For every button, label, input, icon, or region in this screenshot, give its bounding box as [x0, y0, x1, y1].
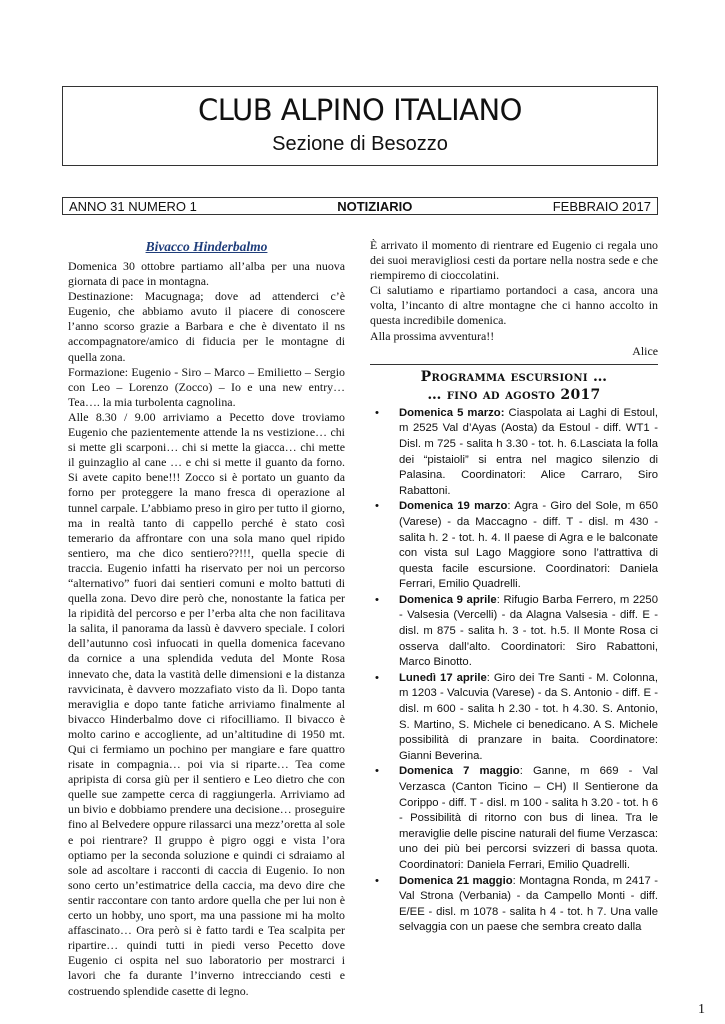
article-author: Alice — [632, 343, 658, 358]
excursion-item — [370, 874, 658, 936]
issue-date: FEBBRAIO 2017 — [552, 198, 651, 214]
masthead — [62, 86, 658, 166]
issue-bar — [62, 197, 658, 215]
excursion-text: : Rifugio Barba Ferrero, m 2250 - Valsesia (Vercelli) - da Alagna Valsesia - diff. E - disl. m 875 - salita h. 3 - tot. h.5. Il Monte Rosa ci osserva dall’alto. Coordinatori: Siro Rabattoni, Marco Binotto. — [399, 593, 658, 669]
article-paragraph: Ci salutiamo e ripartiamo portandoci a casa, ancora una volta, l’incanto di altre montagne che ci hanno accolto in questa incredibile domenica. — [370, 283, 658, 328]
excursion-text: : Montagna Ronda, m 2417 - Val Strona (Verbania) - da Campello Monti - diff. E/EE - disl. m 1078 - salita h 4 - tot. h 7. Una valle selvaggia con un paese che sembra creato dalla — [399, 874, 658, 934]
bullet-icon: • — [375, 671, 379, 684]
article-column-left — [68, 238, 345, 999]
excursion-date: Domenica 9 aprile — [399, 593, 497, 606]
program-title: Programma escursioni … — [420, 368, 608, 385]
excursion-list — [370, 406, 658, 936]
excursion-text: Ciaspolata ai Laghi di Estoul, m 2525 Val d’Ayas (Aosta) da Estoul - diff. WT1 - Disl. m 725 - salita h 3.30 - tot. h. 6.Lasciata la folla dei “pistaioli” si entra nel magico silenzio di Palasina. Coordinatori: Alice Carraro, Siro Rabattoni. — [399, 406, 658, 497]
bullet-icon: • — [375, 765, 379, 778]
article-title: Bivacco Hinderbalmo — [145, 239, 268, 254]
excursion-date: Domenica 19 marzo — [399, 500, 508, 513]
bullet-icon: • — [375, 593, 379, 606]
issue-number: ANNO 31 NUMERO 1 — [69, 198, 197, 214]
section-subtitle: Sezione di Besozzo — [272, 133, 448, 155]
article-paragraph: Formazione: Eugenio - Siro – Marco – Emilietto – Sergio con Leo – Lorenzo (Zocco) – Io e una new entry… Tea…. la mia turbolenta cagnolina. — [68, 364, 345, 409]
page-number: 1 — [698, 1002, 705, 1017]
club-title: CLUB ALPINO ITALIANO — [198, 93, 522, 127]
excursion-item — [370, 499, 658, 593]
excursion-text: : Ganne, m 669 - Val Verzasca (Canton Ticino – CH) Il Sentierone da Corippo - diff. T - disl. m 100 - salita h 3.20 - tot. h 6 - Possibilità di ritorno con bus di linea. Tra le meraviglie delle piscine naturali del fiume Verzasca: uno dei più bei percorsi svizzeri di bassa quota. Coordinatori: Daniela Ferrari, Emilio Quadrelli. — [399, 765, 658, 871]
bullet-icon: • — [375, 406, 379, 419]
excursion-date: Lunedì 17 aprile — [399, 671, 487, 684]
program-subtitle: … fino ad agosto 2017 — [427, 386, 601, 403]
excursion-item — [370, 671, 658, 765]
article-column-right — [370, 238, 658, 936]
excursion-text: : Agra - Giro del Sole, m 650 (Varese) - da Maccagno - diff. T - disl. m 430 - salita h. 2 - tot. h. 4. Il paese di Agra e le balconate con vista sul Lago Maggiore sono l’attrattiva di questa facile escursione. Coordinatori: Daniela Ferrari, Emilio Quadrelli. — [399, 500, 658, 591]
article-paragraph: Alla prossima avventura!! — [370, 328, 495, 343]
article-paragraph: È arrivato il momento di rientrare ed Eugenio ci regala uno dei suoi meravigliosi cesti da portare nella nostra sede e che riempiremo di cioccolatini. — [370, 238, 658, 283]
article-paragraph: Domenica 30 ottobre partiamo all’alba per una nuova giornata di pace in montagna. — [68, 259, 345, 289]
excursion-item — [370, 764, 658, 873]
excursion-text: : Giro dei Tre Santi - M. Colonna, m 1203 - Valcuvia (Varese) - da S. Antonio - diff. E - disl. m 600 - salita h 2.30 - tot. h 4.30. S. Antonio, S. Martino, S. Michele ci benedicano. A S. Michele possibilità di pranzare in baita. Coordinatore: Gianni Beverina. — [399, 671, 658, 762]
newsletter-name: NOTIZIARIO — [337, 198, 413, 214]
article-paragraph: Destinazione: Macugnaga; dove ad attenderci c’è Eugenio, che abbiamo avuto il piacere di conoscere l’anno scorso grazie a Barbara e che è diventato il ns accompagnatore/amico di fiducia per le montagne di quella zona. — [68, 289, 345, 364]
excursion-date: Domenica 21 maggio — [399, 874, 513, 887]
excursion-date: Domenica 7 maggio — [399, 765, 520, 778]
bullet-icon: • — [375, 500, 379, 513]
divider — [370, 364, 658, 365]
article-paragraph: Alle 8.30 / 9.00 arriviamo a Pecetto dove troviamo Eugenio che pazientemente attende la ns vestizione… chi si mette gli scarponi… chi si mette la giacca… chi mette il guinzaglio al cane … e chi si mette il guanto da forno. Si avete capito bene!!! Zocco si è portato un guanto da forno per proteggere la mano fresca di operazione al tunnel carpale. L’abbiamo preso in giro per tutto il giorno, ma in realtà tanto di cappello perché è stato così temerario da affrontare con una sola mano quel ripido sentiero, ma che dico sentiero??!!!, quella specie di traccia. Eugenio infatti ha riservato per noi un percorso “alternativo” fuori dai sentieri comuni e molto battuti di quella zona. Devo dire però che, nonostante la fatica per la ripidità del percorso e per l’erba alta che non facilitava la salita, il panorama da lassù è davvero speciale. I colori dell’autunno così infuocati in quella domenica facevano da cornice a una splendida veduta del Monte Rosa innevato che, data la vastità delle dimensioni e la distanza ravvicinata, è davvero mozzafiato visto da lì. Dopo tanta meraviglia e dopo tante fatiche arriviamo finalmente al bivacco Hinderbalmo dove ci rifocilliamo. Il bivacco è molto carino e accogliente, ad un’altitudine di 1950 mt. Qui ci fermiamo un pochino per mangiare e fare quattro risate in compagnia… poi via si riparte… Tea come apripista di corsa giù per il sentiero e Leo dietro che con quelle sue zampette cerca di raggiungerla. Arriviamo ad un bivio e dobbiamo prendere una decisione… proseguire fino al Belvedere oppure rilassarci una mezz’oretta al sole e poi rientrare? Il gruppo è pigro oggi e vista l’ora optiamo per la seconda soluzione e quindi ci sdraiamo al sole ad ascoltare i racconti di caccia di Eugenio. Io non sono certo un’estimatrice della caccia, ma devo dire che sentir raccontare con tanto ardore quella che per lui non è certo un hobby, uno sport, ma una passione mi ha molto affascinato… Ora però si è fatto tardi e Tea scalpita per ripartire… quindi tutti in piedi verso Pecetto dove Eugenio ci ospita nel suo laboratorio per mostrarci i lavori che fa durante l’inverno intrecciando cesti e costruendo splendide casette di legno. — [68, 409, 345, 998]
excursion-date: Domenica 5 marzo: — [399, 406, 505, 419]
excursion-item — [370, 593, 658, 671]
excursion-item — [370, 406, 658, 500]
bullet-icon: • — [375, 874, 379, 887]
